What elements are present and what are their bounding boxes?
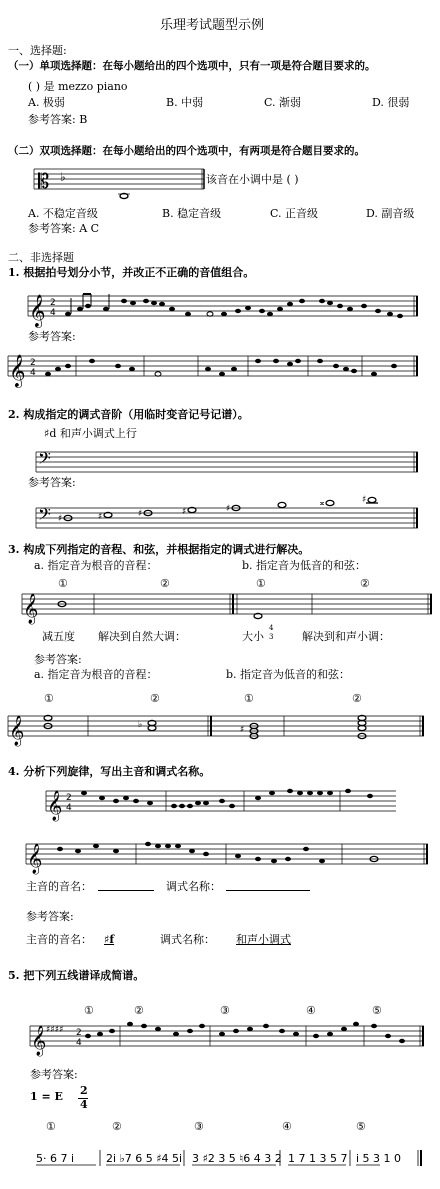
q3-heading: 3. 构成下列指定的音程、和弦，并根据指定的调式进行解决。 [8,543,310,556]
page-title: 乐理考试题型示例 [160,18,265,33]
q4-melody-staff-1 [46,785,396,819]
q3-b-label: b. 指定音为低音的和弦： [242,559,367,572]
svg-text:𝄞: 𝄞 [9,354,26,387]
svg-text:4: 4 [30,368,36,378]
jianpu-measure-2: 2i ♭7 6 5 ♯4 5i [106,1152,183,1165]
svg-text:♯: ♯ [226,504,231,514]
time-sig-top: 2 [50,298,56,308]
q4-tonic-answer-label: 主音的音名： [26,933,92,946]
q3-interval: 减五度 [42,630,75,643]
jianpu-barlines [0,1148,440,1170]
q1-question-staff [28,290,418,330]
svg-text:♯: ♯ [362,495,367,505]
q3-chord: 大小 [242,630,264,643]
q4-melody-staff-2 [26,838,428,872]
svg-text:4: 4 [76,1038,82,1048]
q5-ans-circle-5: ⑤ [356,1120,366,1133]
q5-circle-5: ⑤ [372,1004,382,1017]
q3-chord-fig-top: 4 [269,624,274,632]
q3-answer-staff [8,710,424,744]
q5-ans-circle-3: ③ [194,1120,204,1133]
double-answer: 参考答案: A C [28,222,100,235]
double-question: 该音在小调中是 ( ) [206,173,299,186]
q3-question-staff [22,590,432,624]
q5-circle-3: ③ [220,1004,230,1017]
q3-ans-a-label: a. 指定音为根音的音程： [34,668,158,681]
time-sig-bottom: 4 [50,308,56,318]
q5-time-bottom: 4 [80,1098,88,1111]
svg-text:♯: ♯ [240,725,245,735]
jianpu-measure-4: 1 7 1 3 5 7 [288,1152,348,1165]
q5-answer-label: 参考答案: [30,1068,78,1081]
q3-ans-circle-2: ② [150,692,160,705]
q4-mode-blank[interactable] [226,890,310,891]
single-option-a: A. 极弱 [28,96,65,109]
q3-answer-label: 参考答案: [34,653,82,666]
q5-circle-4: ④ [306,1004,316,1017]
q5-time-top: 2 [80,1084,88,1097]
q1-answer-label: 参考答案: [28,330,76,343]
alto-clef-icon: 𝄡 [38,169,50,193]
q3-circle-4: ② [360,577,370,590]
svg-text:♯: ♯ [58,514,63,524]
jianpu-measure-3: 3 ♯2 3 5 ♮6 4 3 2 [192,1152,282,1165]
q1-heading: 1. 根据拍号划分小节，并改正不正确的音值组合。 [8,266,255,279]
q4-tonic-answer: ♯f [104,933,115,946]
section2-heading: 二、非选择题 [8,251,74,264]
q3-circle-1: ① [58,577,68,590]
single-option-d: D. 很弱 [372,96,410,109]
q2-question-staff [36,448,418,478]
double-option-d: D. 副音级 [366,207,415,220]
q2-heading: 2. 构成指定的调式音阶（用临时变音记号记谱）。 [8,408,249,421]
q5-ans-circle-4: ④ [282,1120,292,1133]
double-option-a: A. 不稳定音级 [28,207,98,220]
jianpu-measure-5: i 5 3 1 0 [356,1152,402,1165]
treble-clef-icon: 𝄞 [29,294,46,327]
q3-circle-3: ① [256,577,266,590]
single-option-b: B. 中弱 [166,96,204,109]
section1-heading: 一、选择题: [8,44,67,57]
q2-prompt: ♯d 和声小调式上行 [44,427,137,440]
svg-text:♯♯♯♯: ♯♯♯♯ [46,1025,64,1035]
q3-ans-circle-4: ② [352,692,362,705]
svg-text:𝄞: 𝄞 [23,594,39,624]
jianpu-measure-1: 5· 6 7 i [36,1152,75,1165]
q4-mode-answer-label: 调式名称： [160,933,215,946]
single-answer: 参考答案: B [28,113,88,126]
q3-a-label: a. 指定音为根音的音程： [34,559,158,572]
q1-answer-staff [8,348,418,388]
svg-text:𝄪: 𝄪 [320,498,325,508]
q3-ans-b-label: b. 指定音为低音的和弦： [226,668,351,681]
flat-icon: ♭ [60,170,66,184]
double-choice-heading: （二）双项选择题：在每小题给出的四个选项中，有两项是符合题目要求的。 [8,145,365,157]
q5-ans-circle-1: ① [46,1120,56,1133]
single-question: ( ) 是 mezzo piano [28,80,128,93]
svg-text:4: 4 [66,803,72,813]
q3-interval-resolve: 解决到自然大调： [98,630,186,643]
q4-heading: 4. 分析下列旋律，写出主音和调式名称。 [8,765,211,778]
double-choice-staff [34,165,204,205]
double-option-c: C. 正音级 [270,207,319,220]
svg-text:𝄞: 𝄞 [47,791,63,821]
q5-circle-2: ② [134,1004,144,1017]
svg-text:♯: ♯ [138,509,143,519]
svg-text:2: 2 [76,1028,82,1038]
q3-chord-resolve: 解决到和声小调： [302,630,390,643]
q3-circle-2: ② [160,577,170,590]
svg-text:𝄞: 𝄞 [27,844,43,874]
single-option-c: C. 渐弱 [264,96,302,109]
svg-text:𝄢: 𝄢 [38,504,51,528]
svg-text:♯: ♯ [98,512,103,522]
q3-ans-circle-3: ① [244,692,254,705]
q5-circle-1: ① [84,1004,94,1017]
svg-text:𝄞: 𝄞 [9,716,25,746]
q3-chord-fig-bottom: 3 [269,633,274,641]
q4-mode-answer: 和声小调式 [236,933,291,946]
q4-mode-label: 调式名称： [166,880,221,893]
double-option-b: B. 稳定音级 [162,207,222,220]
svg-text:2: 2 [30,358,36,368]
q5-ans-circle-2: ② [112,1120,122,1133]
q3-ans-circle-1: ① [44,692,54,705]
single-choice-heading: （一）单项选择题：在每小题给出的四个选项中，只有一项是符合题目要求的。 [8,60,376,72]
q2-answer-label: 参考答案: [28,476,76,489]
svg-text:♯: ♯ [182,507,187,517]
svg-text:2: 2 [66,793,72,803]
svg-text:𝄞: 𝄞 [31,1026,47,1056]
q5-key: 1 = E [30,1090,63,1103]
q5-staff [30,1018,424,1058]
q4-tonic-label: 主音的音名： [26,880,92,893]
q4-answer-label: 参考答案: [26,910,74,923]
bass-clef-icon: 𝄢 [38,448,51,472]
q5-heading: 5. 把下列五线谱译成简谱。 [8,969,145,982]
q2-answer-staff [36,495,418,534]
svg-text:♭: ♭ [138,720,143,730]
q4-tonic-blank[interactable] [98,890,154,891]
